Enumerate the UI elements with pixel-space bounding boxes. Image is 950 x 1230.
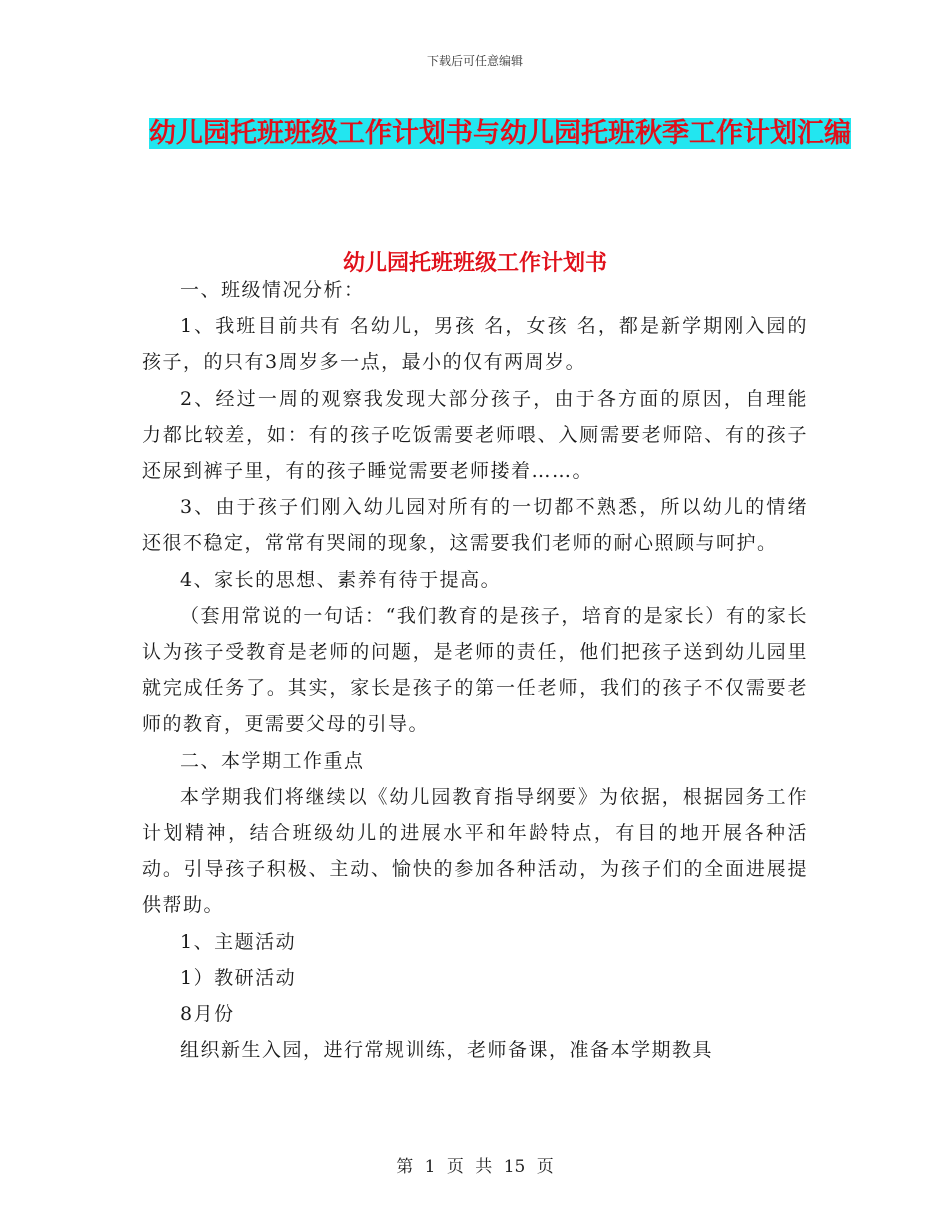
paragraph: 3、由于孩子们刚入幼儿园对所有的一切都不熟悉，所以幼儿的情绪还很不稳定，常常有哭闹的现象，这需要我们老师的耐心照顾与呵护。	[142, 496, 808, 555]
document-title-text: 幼儿园托班班级工作计划书与幼儿园托班秋季工作计划汇编	[149, 118, 851, 149]
document-body	[142, 272, 808, 1068]
paragraph: 1、主题活动	[180, 930, 297, 953]
page-footer: 第 1 页 共 15 页	[396, 1157, 554, 1177]
header-note: 下载后可任意编辑	[426, 54, 523, 68]
paragraph: 二、本学期工作重点	[180, 749, 365, 772]
document-title	[140, 110, 860, 158]
paragraph: （套用常说的一句话：“我们教育的是孩子，培育的是家长）有的家长认为孩子受教育是老师的问题，是老师的责任，他们把孩子送到幼儿园里就完成任务了。其实，家长是孩子的第一任老师，我们的孩子不仅需要老师的教育，更需要父母的引导。	[142, 604, 808, 736]
paragraph: 8月份	[180, 1003, 235, 1026]
paragraph: 一、班级情况分析：	[180, 279, 365, 301]
paragraph: 4、家长的思想、素养有待于提高。	[180, 568, 502, 591]
paragraph: 组织新生入园，进行常规训练，老师备课，准备本学期教具	[180, 1039, 714, 1062]
paragraph: 1）教研活动	[180, 966, 297, 989]
paragraph: 2、经过一周的观察我发现大部分孩子，由于各方面的原因，自理能力都比较差，如：有的孩子吃饭需要老师喂、入厕需要老师陪、有的孩子还尿到裤子里，有的孩子睡觉需要老师搂着……。	[142, 387, 808, 483]
paragraph: 本学期我们将继续以《幼儿园教育指导纲要》为依据，根据园务工作计划精神，结合班级幼儿的进展水平和年龄特点，有目的地开展各种活动。引导孩子积极、主动、愉快的参加各种活动，为孩子们的全面进展提供帮助。	[142, 785, 808, 917]
section-title: 幼儿园托班班级工作计划书	[342, 251, 607, 276]
paragraph: 1、我班目前共有 名幼儿，男孩 名，女孩 名，都是新学期刚入园的孩子，的只有3周岁多一点，最小的仅有两周岁。	[142, 315, 808, 374]
